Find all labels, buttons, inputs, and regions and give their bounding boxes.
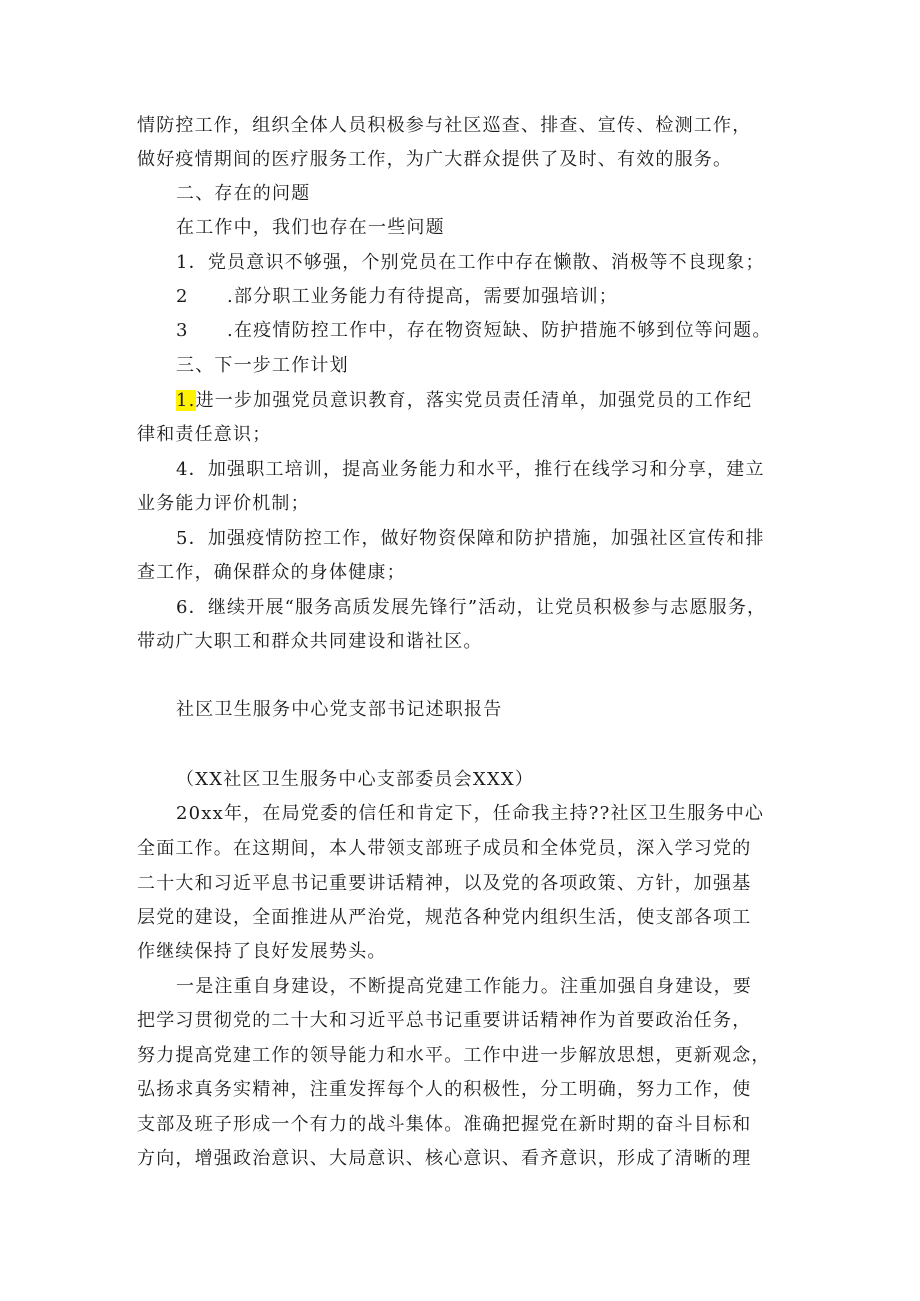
- section-heading: 二、存在的问题: [176, 183, 311, 204]
- text-line: 支部及班子形成一个有力的战斗集体。准确把握党在新时期的奋斗目标和: [137, 1114, 752, 1135]
- text-line: 20xx年，在局党委的信任和肯定下，任命我主持??社区卫生服务中心: [176, 803, 765, 824]
- section-heading: 三、下一步工作计划: [176, 355, 349, 376]
- list-item: [176, 389, 752, 413]
- document-title: 社区卫生服务中心党支部书记述职报告: [176, 699, 503, 720]
- author-line: （XX社区卫生服务中心支部委员会XXX）: [176, 769, 535, 790]
- text-line: 二十大和习近平息书记重要讲话精神，以及党的各项政策、方针，加强基: [137, 873, 752, 894]
- text-line: 带动广大职工和群众共同建设和谐社区。: [137, 631, 483, 652]
- text-line: 律和责任意识；: [137, 424, 272, 445]
- list-item: 4．加强职工培训，提高业务能力和水平，推行在线学习和分享，建立: [176, 459, 765, 480]
- text-line: 做好疫情期间的医疗服务工作，为广大群众提供了及时、有效的服务。: [137, 149, 733, 170]
- list-item: 1．党员意识不够强，个别党员在工作中存在懒散、消极等不良现象；: [176, 252, 765, 273]
- text-line: 方向，增强政治意识、大局意识、核心意识、看齐意识，形成了清晰的理: [137, 1148, 752, 1169]
- list-item-text: 进一步加强党员意识教育，落实党员责任清单，加强党员的工作纪: [195, 390, 753, 411]
- text-line: 弘扬求真务实精神，注重发挥每个人的积极性，分工明确，努力工作，使: [137, 1079, 752, 1100]
- text-line: 在工作中，我们也存在一些问题: [176, 217, 445, 238]
- text-line: 一是注重自身建设，不断提高党建工作能力。注重加强自身建设，要: [176, 976, 752, 997]
- highlighted-marker: 1.: [176, 390, 196, 411]
- text-line: 努力提高党建工作的领导能力和水平。工作中进一步解放思想，更新观念，: [137, 1045, 771, 1066]
- text-line: 把学习贯彻党的二十大和习近平总书记重要讲话精神作为首要政治任务，: [137, 1010, 752, 1031]
- list-item: 6．继续开展“服务高质发展先锋行”活动，让党员积极参与志愿服务，: [176, 597, 767, 618]
- text-line: 情防控工作，组织全体人员积极参与社区巡查、排查、宣传、检测工作，: [137, 115, 752, 136]
- text-line: 查工作，确保群众的身体健康；: [137, 562, 406, 583]
- text-line: 全面工作。在这期间，本人带领支部班子成员和全体党员，深入学习党的: [137, 838, 752, 859]
- list-item: 5．加强疫情防控工作，做好物资保障和防护措施，加强社区宣传和排: [176, 528, 765, 549]
- text-line: 作继续保持了良好发展势头。: [137, 941, 387, 962]
- list-item: 3 .在疫情防控工作中，存在物资短缺、防护措施不够到位等问题。: [176, 320, 772, 341]
- text-line: 业务能力评价机制；: [137, 493, 310, 514]
- text-line: 层党的建设，全面推进从严治党，规范各种党内组织生活，使支部各项工: [137, 907, 752, 928]
- list-item: 2 .部分职工业务能力有待提高，需要加强培训；: [176, 286, 618, 307]
